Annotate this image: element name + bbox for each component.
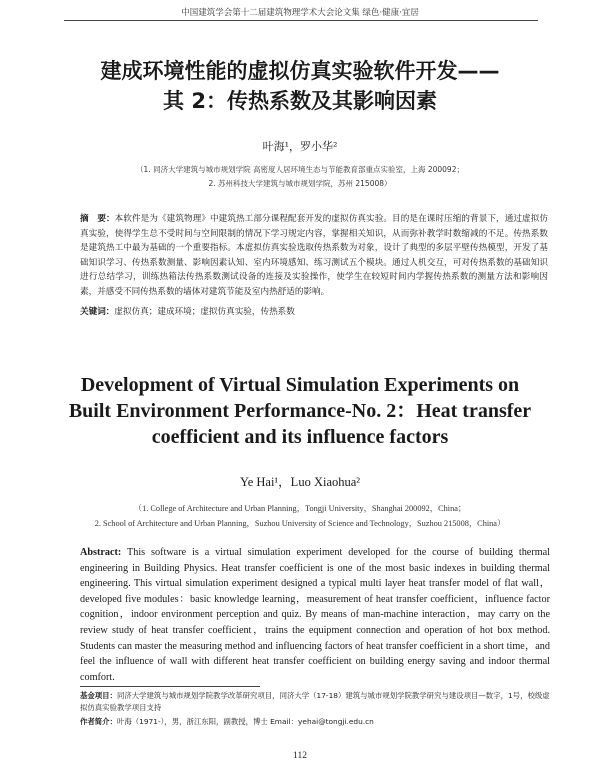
chinese-title: [30, 56, 570, 116]
chinese-abstract: [80, 212, 548, 300]
footnote-author-label: 作者简介：: [80, 717, 117, 726]
english-title: [40, 372, 560, 450]
running-head: 中国建筑学会第十二届建筑物理学术大会论文集 绿色·健康·宜居: [181, 8, 419, 18]
footnote-author: [80, 716, 550, 728]
english-title-line-2: Built Environment Performance-No. 2：Heat transfer: [68, 400, 532, 422]
footnote-author-text: 叶海（1971-），男，浙江东阳，副教授，博士 Email：yehai@tongji.edu.cn: [116, 717, 374, 726]
english-authors: Ye Hai¹，Luo Xiaohua²: [239, 475, 361, 489]
page-number: 112: [293, 751, 307, 761]
chinese-title-line-1: 建成环境性能的虚拟仿真实验软件开发——: [100, 59, 500, 83]
english-abstract: [80, 545, 550, 685]
chinese-title-line-2: 其 2：传热系数及其影响因素: [163, 89, 437, 113]
chinese-keywords-label: 关键词：: [80, 307, 115, 317]
chinese-keywords: [80, 305, 548, 317]
footnote-funding-label: 基金项目：: [80, 691, 117, 700]
english-affiliation-1: （1. College of Architecture and Urban Planning，Tongji University，Shanghai 200092，China；: [133, 504, 467, 513]
english-title-line-1: Development of Virtual Simulation Experiments on: [80, 374, 520, 396]
footnote-funding: [80, 690, 550, 714]
footnote-rule: [80, 686, 260, 687]
english-abstract-text: This software is a virtual simulation experiment developed for the course of building thermal engineering in Building Physics. Heat transfer coefficient is one of the most basic indexes in building thermal engineering. This virtual simulation experiment designed a typical multi layer heat transfer model of flat wall，developed five modules：basic knowledge learning，measurement of heat transfer coefficient，influence factor cognition，indoor environment perception and quiz. By means of man-machine interaction，may carry on the review study of heat transfer coefficient，trains the equipment connection and operation of hot box method. Students can master the measuring method and influencing factors of heat transfer coefficient in a short time，and feel the influence of wall with different heat transfer coefficient on building energy saving and indoor thermal comfort.: [80, 547, 550, 683]
chinese-abstract-label: 摘 要：: [80, 214, 115, 224]
footnote-funding-text: 同济大学建筑与城市规划学院教学改革研究项目，同济大学（17-18）建筑与城市规划学院教学研究与建设项目—数字，1号，校级虚拟仿真实验教学项目支持: [80, 691, 550, 712]
chinese-affiliation-2: 2. 苏州科技大学建筑与城市规划学院，苏州 215008）: [208, 179, 392, 188]
chinese-keywords-text: 虚拟仿真；建成环境；虚拟仿真实验，传热系数: [114, 307, 295, 317]
english-abstract-label: Abstract:: [80, 547, 122, 558]
chinese-abstract-text: 本软件是为《建筑物理》中建筑热工部分课程配套开发的虚拟仿真实验。目的是在课时压缩的背景下，通过虚拟仿真实验，使得学生总不受时间与空间限制的情况下学习规定内容，掌握相关知识，从而弥补教学时数缩减的不足。传热系数是建筑热工中最为基础的一个重要指标。本虚拟仿真实验选取传热系数为对象，设计了典型的多层平壁传热模型，开发了基础知识学习、传热系数测量、影响因素认知、室内环境感知、练习测试五个模块。通过人机交互，可对传热系数的基础知识进行总结学习，训练热箱法传热系数测试设备的连接及实验操作，使学生在较短时间内学握传热系数的测量方法和影响因素，并感受不同传热系数的墙体对建筑节能及室内热舒适的影响。: [80, 214, 548, 297]
english-title-line-3: coefficient and its influence factors: [151, 426, 449, 448]
english-affiliation-2: 2. School of Architecture and Urban Planning，Suzhou University of Science and Technology，Suzhou 215008，China）: [94, 519, 506, 528]
chinese-affiliation-1: （1. 同济大学建筑与城市规划学院 高密度人居环境生态与节能教育部重点实验室，上海 200092；: [136, 165, 464, 174]
chinese-authors: 叶海¹，罗小华²: [262, 140, 338, 153]
header-rule: [64, 20, 538, 21]
